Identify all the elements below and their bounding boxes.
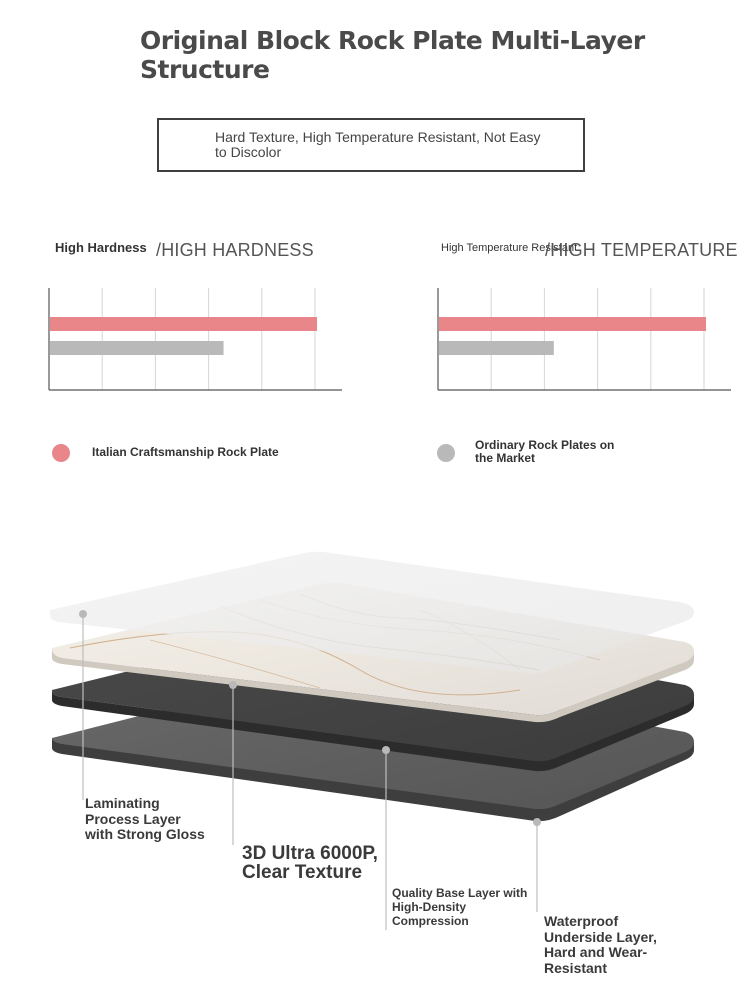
bar-ordinary — [439, 341, 554, 355]
bar-italian — [439, 317, 706, 331]
legend-ordinary: Ordinary Rock Plates on the Market — [475, 438, 615, 465]
base-layer-label: Quality Base Layer with High-Density Compression — [392, 886, 528, 928]
bar-italian — [50, 317, 317, 331]
chart-label-hardness: High Hardness — [55, 240, 147, 255]
legend-dot-italian — [52, 444, 70, 462]
underside-layer-label: Waterproof Underside Layer, Hard and Wear-Resistant — [544, 913, 657, 976]
legend-dot-ordinary — [437, 444, 455, 462]
subtitle-text: Hard Texture, High Temperature Resistant, Not Easy to Discolor — [215, 129, 541, 160]
texture-layer-label: 3D Ultra 6000P, Clear Texture — [242, 843, 378, 883]
chart-label-temperature: High Temperature Resistant — [441, 242, 578, 254]
chart-label-temperature-en: /HIGH TEMPERATURE — [545, 240, 738, 260]
chart-label-hardness-en: /HIGH HARDNESS — [156, 240, 314, 260]
subtitle-box — [157, 118, 585, 172]
bar-ordinary — [50, 341, 224, 355]
legend-italian: Italian Craftsmanship Rock Plate — [92, 445, 279, 459]
laminating-layer-label: Laminating Process Layer with Strong Gloss — [85, 795, 205, 842]
hardness-chart — [48, 288, 342, 391]
temperature-chart — [437, 288, 731, 391]
page-title: Original Block Rock Plate Multi-Layer Structure — [140, 26, 645, 84]
